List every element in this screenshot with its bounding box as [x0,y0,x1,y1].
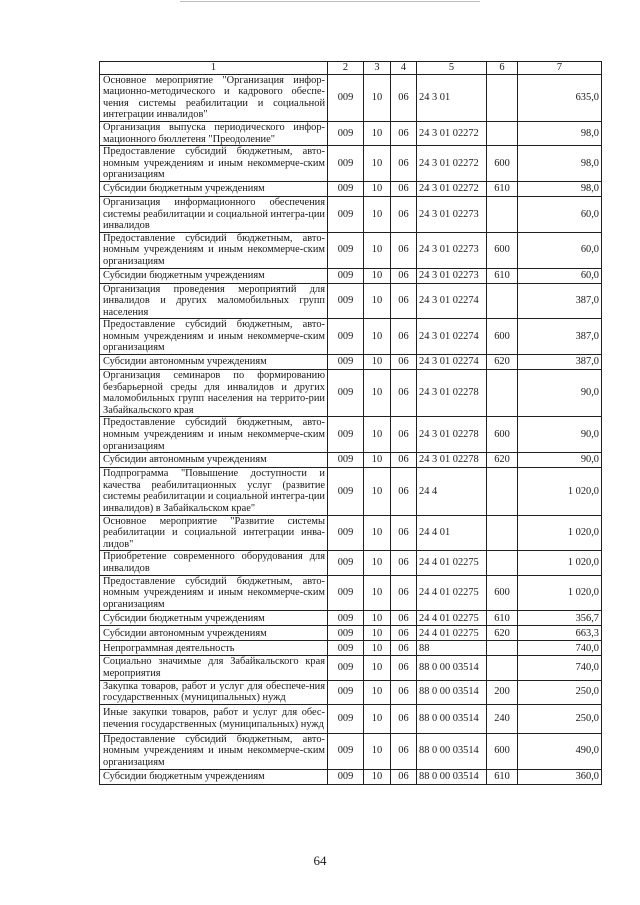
subsection-cell: 06 [391,283,417,319]
sum-cell: 98,0 [518,181,602,196]
csr-cell: 88 [417,641,487,656]
section-cell: 10 [364,417,391,453]
budget-table [99,61,602,785]
sum-cell: 250,0 [518,704,602,733]
section-cell: 10 [364,146,391,182]
section-cell: 10 [364,196,391,232]
sum-cell: 1 020,0 [518,551,602,575]
csr-cell: 24 3 01 02273 [417,268,487,283]
code-cell: 009 [328,515,364,551]
code-cell: 009 [328,641,364,656]
code-cell: 009 [328,656,364,680]
csr-cell: 88 0 00 03514 [417,769,487,784]
csr-cell: 24 4 01 02275 [417,575,487,611]
table-row [100,196,602,232]
subsection-cell: 06 [391,453,417,468]
header-col-4: 4 [391,62,417,75]
table-row [100,453,602,468]
code-cell: 009 [328,370,364,417]
sum-cell: 250,0 [518,680,602,704]
table-row [100,641,602,656]
name-cell: Субсидии бюджетным учреждениям [100,611,328,626]
top-edge-rule [180,1,480,2]
vr-cell: 240 [487,704,518,733]
subsection-cell: 06 [391,417,417,453]
vr-cell [487,283,518,319]
vr-cell [487,515,518,551]
vr-cell [487,641,518,656]
sum-cell: 90,0 [518,417,602,453]
csr-cell: 88 0 00 03514 [417,656,487,680]
name-cell: Организация информационного обеспечения системы реабилитации и социальной интегра-ции инвалидов [100,196,328,232]
code-cell: 009 [328,575,364,611]
csr-cell: 24 3 01 02273 [417,232,487,268]
vr-cell: 610 [487,611,518,626]
section-cell: 10 [364,704,391,733]
sum-cell: 356,7 [518,611,602,626]
table-row [100,704,602,733]
section-cell: 10 [364,232,391,268]
sum-cell: 490,0 [518,733,602,769]
vr-cell: 600 [487,319,518,355]
subsection-cell: 06 [391,641,417,656]
csr-cell: 24 4 01 02275 [417,551,487,575]
section-cell: 10 [364,551,391,575]
name-cell: Иные закупки товаров, работ и услуг для обес-печения государственных (муниципальных) нужд [100,704,328,733]
sum-cell: 90,0 [518,370,602,417]
header-col-6: 6 [487,62,518,75]
csr-cell: 24 3 01 02273 [417,196,487,232]
name-cell: Субсидии автономным учреждениям [100,626,328,641]
section-cell: 10 [364,641,391,656]
name-cell: Предоставление субсидий бюджетным, авто-номным учреждениям и иным некоммерче-ским организациям [100,575,328,611]
code-cell: 009 [328,611,364,626]
name-cell: Субсидии бюджетным учреждениям [100,268,328,283]
csr-cell: 24 3 01 [417,74,487,121]
csr-cell: 24 4 01 [417,515,487,551]
table-row [100,268,602,283]
vr-cell [487,121,518,145]
name-cell: Предоставление субсидий бюджетным, авто-номным учреждениям и иным некоммерче-ским организациям [100,417,328,453]
sum-cell: 1 020,0 [518,575,602,611]
vr-cell: 600 [487,733,518,769]
csr-cell: 24 3 01 02278 [417,417,487,453]
csr-cell: 24 3 01 02278 [417,453,487,468]
vr-cell: 600 [487,417,518,453]
section-cell: 10 [364,656,391,680]
section-cell: 10 [364,319,391,355]
table-row [100,611,602,626]
sum-cell: 60,0 [518,196,602,232]
sum-cell: 90,0 [518,453,602,468]
name-cell: Основное мероприятие "Организация инфор-мационно-методического и кадрового обеспе-чения системы реабилитации и социальной интеграции инвалидов" [100,74,328,121]
section-cell: 10 [364,355,391,370]
name-cell: Организация семинаров по формированию безбарьерной среды для инвалидов и других маломобильных групп населения на террито-рии Забайкальского края [100,370,328,417]
csr-cell: 24 3 01 02274 [417,355,487,370]
csr-cell: 24 4 [417,468,487,515]
section-cell: 10 [364,680,391,704]
header-col-3: 3 [364,62,391,75]
code-cell: 009 [328,453,364,468]
table-row [100,733,602,769]
vr-cell [487,468,518,515]
code-cell: 009 [328,283,364,319]
code-cell: 009 [328,121,364,145]
page-number: 64 [313,853,327,868]
name-cell: Субсидии бюджетным учреждениям [100,181,328,196]
table-row [100,121,602,145]
name-cell: Основное мероприятие "Развитие системы реабилитации и социальной интеграции инва-лидов" [100,515,328,551]
table-row [100,417,602,453]
code-cell: 009 [328,232,364,268]
subsection-cell: 06 [391,121,417,145]
name-cell: Предоставление субсидий бюджетным, авто-номным учреждениям и иным некоммерче-ским организациям [100,733,328,769]
table-row [100,232,602,268]
sum-cell: 387,0 [518,355,602,370]
code-cell: 009 [328,319,364,355]
name-cell: Предоставление субсидий бюджетным, авто-номным учреждениям и иным некоммерче-ским организациям [100,319,328,355]
vr-cell: 610 [487,769,518,784]
subsection-cell: 06 [391,733,417,769]
sum-cell: 387,0 [518,283,602,319]
code-cell: 009 [328,733,364,769]
table-row [100,181,602,196]
name-cell: Подпрограмма "Повышение доступности и качества реабилитационных услуг (развитие системы реабилитации и социальной интегра-ции инвалидов) в Забайкальском крае" [100,468,328,515]
vr-cell: 620 [487,355,518,370]
csr-cell: 24 3 01 02274 [417,319,487,355]
section-cell: 10 [364,611,391,626]
subsection-cell: 06 [391,551,417,575]
section-cell: 10 [364,769,391,784]
code-cell: 009 [328,468,364,515]
subsection-cell: 06 [391,370,417,417]
section-cell: 10 [364,283,391,319]
vr-cell: 620 [487,453,518,468]
name-cell: Непрограммная деятельность [100,641,328,656]
subsection-cell: 06 [391,74,417,121]
vr-cell: 610 [487,181,518,196]
subsection-cell: 06 [391,181,417,196]
vr-cell: 600 [487,146,518,182]
table-row [100,283,602,319]
sum-cell: 98,0 [518,146,602,182]
section-cell: 10 [364,370,391,417]
vr-cell [487,74,518,121]
code-cell: 009 [328,181,364,196]
name-cell: Субсидии автономным учреждениям [100,355,328,370]
table-row [100,355,602,370]
csr-cell: 24 4 01 02275 [417,626,487,641]
subsection-cell: 06 [391,680,417,704]
header-col-2: 2 [328,62,364,75]
name-cell: Предоставление субсидий бюджетным, авто-номным учреждениям и иным некоммерче-ским организациям [100,232,328,268]
code-cell: 009 [328,626,364,641]
vr-cell: 610 [487,268,518,283]
csr-cell: 24 3 01 02272 [417,146,487,182]
header-col-5: 5 [417,62,487,75]
table-row [100,551,602,575]
sum-cell: 740,0 [518,641,602,656]
name-cell: Организация выпуска периодического инфор-мационного бюллетеня "Преодоление" [100,121,328,145]
name-cell: Социально значимые для Забайкальского края мероприятия [100,656,328,680]
table-row [100,769,602,784]
section-cell: 10 [364,181,391,196]
section-cell: 10 [364,575,391,611]
vr-cell: 600 [487,575,518,611]
header-col-1: 1 [100,62,328,75]
code-cell: 009 [328,268,364,283]
header-col-7: 7 [518,62,602,75]
vr-cell [487,551,518,575]
csr-cell: 24 3 01 02274 [417,283,487,319]
vr-cell [487,370,518,417]
sum-cell: 1 020,0 [518,515,602,551]
subsection-cell: 06 [391,268,417,283]
sum-cell: 387,0 [518,319,602,355]
section-cell: 10 [364,268,391,283]
name-cell: Субсидии автономным учреждениям [100,453,328,468]
csr-cell: 88 0 00 03514 [417,704,487,733]
csr-cell: 24 3 01 02272 [417,181,487,196]
code-cell: 009 [328,196,364,232]
subsection-cell: 06 [391,319,417,355]
sum-cell: 360,0 [518,769,602,784]
subsection-cell: 06 [391,611,417,626]
csr-cell: 24 3 01 02278 [417,370,487,417]
csr-cell: 88 0 00 03514 [417,680,487,704]
code-cell: 009 [328,680,364,704]
subsection-cell: 06 [391,232,417,268]
subsection-cell: 06 [391,146,417,182]
sum-cell: 740,0 [518,656,602,680]
vr-cell [487,196,518,232]
csr-cell: 88 0 00 03514 [417,733,487,769]
name-cell: Предоставление субсидий бюджетным, авто-номным учреждениям и иным некоммерче-ским организациям [100,146,328,182]
name-cell: Приобретение современного оборудования для инвалидов [100,551,328,575]
subsection-cell: 06 [391,355,417,370]
section-cell: 10 [364,626,391,641]
sum-cell: 60,0 [518,232,602,268]
name-cell: Субсидии бюджетным учреждениям [100,769,328,784]
subsection-cell: 06 [391,515,417,551]
section-cell: 10 [364,453,391,468]
table-row [100,680,602,704]
vr-cell: 620 [487,626,518,641]
table-row [100,626,602,641]
section-cell: 10 [364,121,391,145]
code-cell: 009 [328,769,364,784]
subsection-cell: 06 [391,575,417,611]
name-cell: Организация проведения мероприятий для инвалидов и других маломобильных групп населения [100,283,328,319]
section-cell: 10 [364,74,391,121]
vr-cell [487,656,518,680]
code-cell: 009 [328,146,364,182]
code-cell: 009 [328,704,364,733]
table-row [100,319,602,355]
table-row [100,575,602,611]
csr-cell: 24 4 01 02275 [417,611,487,626]
code-cell: 009 [328,74,364,121]
code-cell: 009 [328,355,364,370]
sum-cell: 98,0 [518,121,602,145]
subsection-cell: 06 [391,704,417,733]
table-row [100,468,602,515]
header-row [100,62,602,75]
subsection-cell: 06 [391,656,417,680]
vr-cell: 200 [487,680,518,704]
subsection-cell: 06 [391,196,417,232]
csr-cell: 24 3 01 02272 [417,121,487,145]
sum-cell: 60,0 [518,268,602,283]
table-row [100,74,602,121]
table-row [100,656,602,680]
table-row [100,146,602,182]
code-cell: 009 [328,417,364,453]
sum-cell: 663,3 [518,626,602,641]
vr-cell: 600 [487,232,518,268]
sum-cell: 1 020,0 [518,468,602,515]
table-row [100,370,602,417]
section-cell: 10 [364,515,391,551]
subsection-cell: 06 [391,468,417,515]
code-cell: 009 [328,551,364,575]
sum-cell: 635,0 [518,74,602,121]
subsection-cell: 06 [391,626,417,641]
section-cell: 10 [364,733,391,769]
table-row [100,515,602,551]
subsection-cell: 06 [391,769,417,784]
section-cell: 10 [364,468,391,515]
name-cell: Закупка товаров, работ и услуг для обеспече-ния государственных (муниципальных) нужд [100,680,328,704]
